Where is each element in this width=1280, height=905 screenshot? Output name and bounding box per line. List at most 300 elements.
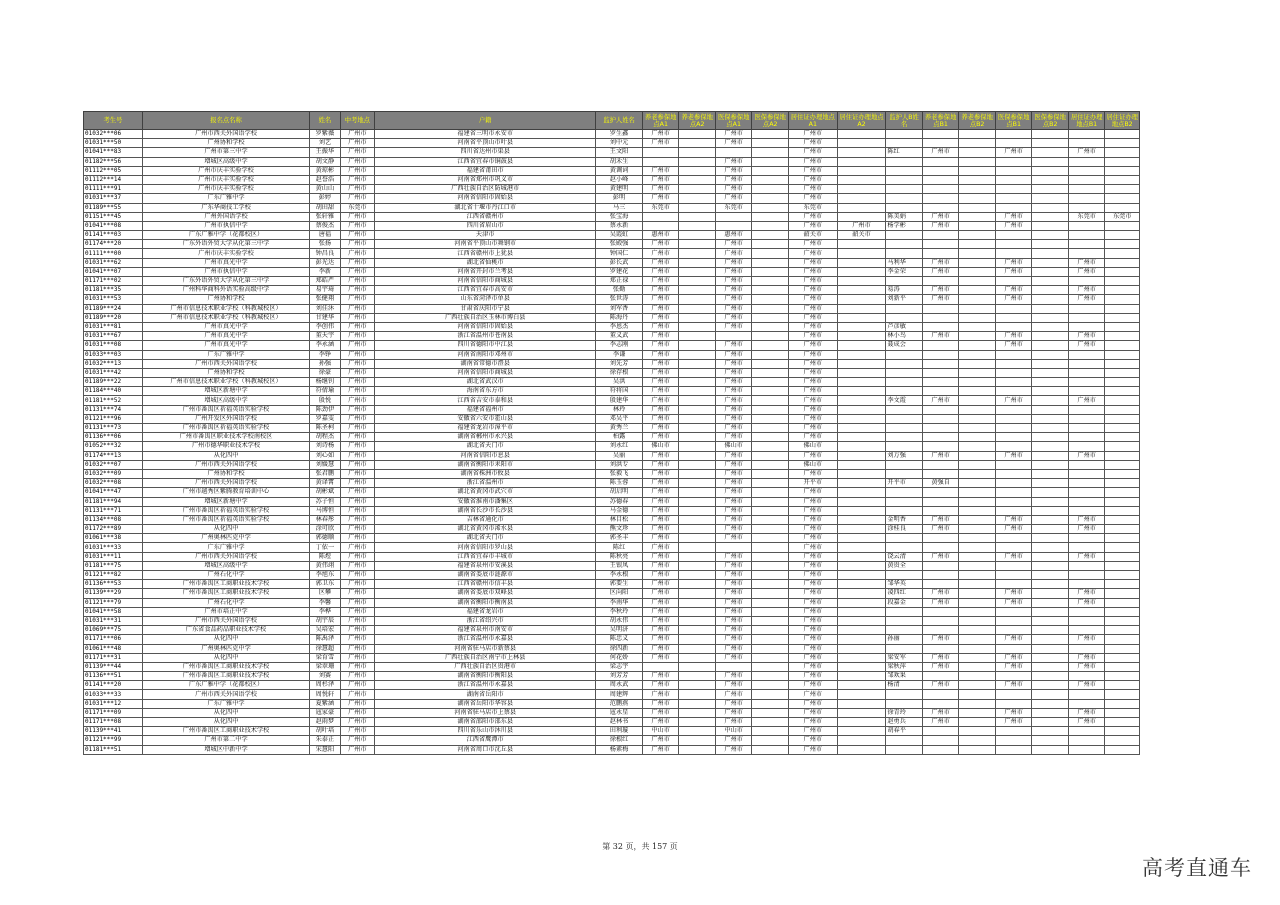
table-cell (752, 616, 789, 625)
table-cell: 开平市 (886, 479, 923, 488)
table-cell: 苏子恒 (310, 497, 340, 506)
table-cell (1032, 469, 1069, 478)
table-row (84, 718, 1140, 727)
table-cell: 李永根 (596, 571, 643, 580)
table-cell: 广州市 (340, 249, 374, 258)
table-cell: 广州市 (788, 672, 837, 681)
table-cell (679, 598, 716, 607)
table-row (84, 368, 1140, 377)
table-cell (1068, 699, 1105, 708)
table-cell (995, 626, 1032, 635)
table-cell: 杨继钊 (310, 378, 340, 387)
table-cell: 苏德春 (596, 497, 643, 506)
table-cell (1105, 433, 1140, 442)
table-cell (1105, 469, 1140, 478)
table-cell: 广州市 (642, 479, 679, 488)
table-cell (995, 157, 1032, 166)
table-cell: 广州市 (642, 451, 679, 460)
table-cell: 广州市庆丰实验学校 (142, 185, 309, 194)
table-cell (1105, 635, 1140, 644)
table-cell: 广州市 (715, 745, 752, 754)
table-row (84, 148, 1140, 157)
table-cell (886, 497, 923, 506)
table-cell (752, 534, 789, 543)
table-cell: 广州市 (788, 304, 837, 313)
column-header: 考生号 (84, 112, 143, 130)
table-cell (995, 561, 1032, 570)
table-cell (1105, 479, 1140, 488)
table-cell: 广州市 (642, 240, 679, 249)
table-cell (679, 249, 716, 258)
table-cell: 马三 (596, 203, 643, 212)
table-cell (1105, 322, 1140, 331)
table-cell: 01189***22 (84, 378, 143, 387)
table-cell: 01112***05 (84, 166, 143, 175)
table-cell (1032, 488, 1069, 497)
table-cell (959, 350, 996, 359)
table-cell (679, 295, 716, 304)
table-cell (1032, 175, 1069, 184)
table-cell: 从化四中 (142, 708, 309, 717)
table-cell: 广西壮族自治区南宁市上林县 (375, 653, 596, 662)
table-cell (837, 525, 886, 534)
table-cell: 广州市 (922, 653, 959, 662)
table-cell: 广州市 (642, 175, 679, 184)
table-cell (679, 231, 716, 240)
table-cell (995, 240, 1032, 249)
table-cell: 广州市 (995, 286, 1032, 295)
table-cell: 刘军香 (596, 304, 643, 313)
table-cell (837, 139, 886, 148)
table-row (84, 221, 1140, 230)
table-cell (752, 681, 789, 690)
table-cell: 广州市 (788, 727, 837, 736)
table-cell (679, 515, 716, 524)
table-cell: 郭圣丰 (596, 534, 643, 543)
table-cell: 01184***40 (84, 387, 143, 396)
table-cell (752, 607, 789, 616)
table-cell: 广州市 (1068, 267, 1105, 276)
table-cell (837, 589, 886, 598)
table-cell: 刘心如 (310, 451, 340, 460)
table-cell: 广州市 (340, 681, 374, 690)
table-cell (995, 304, 1032, 313)
table-cell (1105, 130, 1140, 139)
table-cell (1032, 635, 1069, 644)
table-cell: 福建省龙岩市 (375, 607, 596, 616)
table-cell (752, 708, 789, 717)
table-cell: 01151***45 (84, 212, 143, 221)
table-cell (1032, 405, 1069, 414)
table-cell: 福建省三明市永安市 (375, 130, 596, 139)
table-cell (922, 175, 959, 184)
table-cell: 01032***09 (84, 469, 143, 478)
table-cell (995, 277, 1032, 286)
table-cell (886, 433, 923, 442)
table-cell: 01032***13 (84, 359, 143, 368)
table-cell: 广州市 (340, 322, 374, 331)
column-header: 监护人姓名 (596, 112, 643, 130)
table-cell: 广州市 (340, 552, 374, 561)
table-cell: 河南省信阳市罗山县 (375, 543, 596, 552)
table-cell (886, 424, 923, 433)
table-cell: 李铮 (310, 350, 340, 359)
table-cell: 广州市 (788, 561, 837, 570)
table-cell (679, 488, 716, 497)
table-cell: 河南省周口市沈丘县 (375, 745, 596, 754)
table-cell (995, 460, 1032, 469)
table-cell (1032, 525, 1069, 534)
table-cell (959, 368, 996, 377)
table-cell (679, 332, 716, 341)
table-cell (1032, 286, 1069, 295)
table-cell (995, 249, 1032, 258)
table-cell (752, 580, 789, 589)
table-row (84, 479, 1140, 488)
table-cell: 广州市 (340, 580, 374, 589)
table-cell: 黄译霄 (310, 479, 340, 488)
table-cell (1105, 359, 1140, 368)
table-cell (959, 488, 996, 497)
table-cell (752, 571, 789, 580)
table-cell (922, 157, 959, 166)
table-cell (837, 277, 886, 286)
table-cell: 广州市 (642, 515, 679, 524)
table-cell: 广州市 (788, 221, 837, 230)
table-cell (752, 157, 789, 166)
table-cell (752, 175, 789, 184)
table-cell: 广州市 (788, 175, 837, 184)
table-cell: 湖北省天门市 (375, 442, 596, 451)
table-cell (1105, 626, 1140, 635)
table-cell: 广东外语外贸大学从化第三中学 (142, 277, 309, 286)
table-cell: 易宇琦 (310, 286, 340, 295)
table-cell: 湖南省娄底市双峰县 (375, 589, 596, 598)
table-cell (886, 313, 923, 322)
table-cell: 01189***24 (84, 304, 143, 313)
table-cell: 河南省信阳市商城县 (375, 368, 596, 377)
table-cell (1105, 166, 1140, 175)
table-cell: 广州市 (715, 451, 752, 460)
table-cell: 广州市 (922, 451, 959, 460)
table-cell (922, 231, 959, 240)
table-cell (837, 616, 886, 625)
table-cell (1032, 378, 1069, 387)
table-cell: 广州市 (788, 295, 837, 304)
table-cell (959, 681, 996, 690)
table-cell: 广州市 (340, 267, 374, 276)
table-cell: 湖北省黄冈市武穴市 (375, 488, 596, 497)
table-cell (995, 175, 1032, 184)
table-cell: 广州市 (715, 350, 752, 359)
table-cell: 江西省吉安市泰和县 (375, 396, 596, 405)
table-cell: 广州市 (922, 295, 959, 304)
table-cell: 湖南省郴州市永兴县 (375, 433, 596, 442)
table-cell: 广州市 (642, 322, 679, 331)
table-cell (837, 130, 886, 139)
table-cell (886, 350, 923, 359)
table-cell: 01171***02 (84, 277, 143, 286)
table-cell: 张健翔 (310, 295, 340, 304)
table-cell (1068, 543, 1105, 552)
table-cell: 广州市 (788, 194, 837, 203)
table-cell: 广州市 (340, 424, 374, 433)
table-cell: 广州市 (715, 644, 752, 653)
table-cell: 广州市 (340, 286, 374, 295)
table-cell (679, 359, 716, 368)
table-cell (752, 194, 789, 203)
table-cell: 广州市 (715, 249, 752, 258)
table-cell (679, 387, 716, 396)
table-cell (995, 736, 1032, 745)
table-cell (959, 267, 996, 276)
table-cell: 广州市 (788, 185, 837, 194)
table-cell: 广州市 (995, 295, 1032, 304)
table-row (84, 460, 1140, 469)
table-cell: 广州市 (788, 396, 837, 405)
table-cell: 河南省信阳市固始县 (375, 194, 596, 203)
table-cell (1068, 580, 1105, 589)
table-cell: 黄琼彬 (310, 166, 340, 175)
table-cell: 广州市 (642, 332, 679, 341)
table-cell: 广州市 (340, 368, 374, 377)
table-row (84, 607, 1140, 616)
table-cell (837, 442, 886, 451)
table-cell (1105, 231, 1140, 240)
table-cell (837, 148, 886, 157)
table-cell: 广州市 (995, 451, 1032, 460)
table-cell: 增城区新塘中学 (142, 387, 309, 396)
table-cell (1068, 249, 1105, 258)
table-row (84, 515, 1140, 524)
table-cell: 广州市 (642, 488, 679, 497)
table-cell (922, 534, 959, 543)
table-cell: 01121***79 (84, 598, 143, 607)
table-cell (959, 672, 996, 681)
table-cell: 广州市 (922, 515, 959, 524)
table-cell (886, 240, 923, 249)
table-cell: 广州市 (642, 304, 679, 313)
table-cell: 广州市 (788, 644, 837, 653)
table-cell: 广州市 (340, 157, 374, 166)
table-cell: 广州市 (995, 332, 1032, 341)
table-cell (995, 497, 1032, 506)
table-cell (1068, 304, 1105, 313)
table-cell: 广州市 (642, 277, 679, 286)
table-cell (1032, 258, 1069, 267)
table-cell: 广州市第三中学 (142, 148, 309, 157)
table-cell (679, 221, 716, 230)
table-cell: 陈圣柯 (310, 424, 340, 433)
table-cell: 广州市 (340, 699, 374, 708)
table-cell: 李旭东 (310, 571, 340, 580)
table-cell: 广州市 (788, 718, 837, 727)
table-cell: 赵勇兵 (886, 718, 923, 727)
table-cell: 周永武 (596, 681, 643, 690)
table-cell (922, 304, 959, 313)
table-cell: 广州市 (642, 672, 679, 681)
table-cell: 丁依一 (310, 543, 340, 552)
table-cell: 广州市 (788, 157, 837, 166)
table-cell: 01031***33 (84, 543, 143, 552)
table-cell (1068, 185, 1105, 194)
table-cell: 广州市 (715, 460, 752, 469)
table-cell: 广州市 (340, 332, 374, 341)
table-row (84, 350, 1140, 359)
table-cell (922, 414, 959, 423)
table-cell: 广州市 (715, 571, 752, 580)
table-cell: 广州市 (715, 322, 752, 331)
table-cell: 01121***99 (84, 736, 143, 745)
table-cell (959, 718, 996, 727)
table-cell (1105, 571, 1140, 580)
table-cell (752, 286, 789, 295)
table-cell: 广州市 (922, 662, 959, 671)
table-cell: 罗建花 (596, 267, 643, 276)
table-cell: 01031***67 (84, 332, 143, 341)
table-row (84, 322, 1140, 331)
table-cell (959, 479, 996, 488)
table-cell: 陈忠义 (596, 635, 643, 644)
table-cell: 徐豪 (310, 368, 340, 377)
table-cell: 胡春平 (886, 727, 923, 736)
table-cell (837, 718, 886, 727)
table-cell: 杨清 (886, 681, 923, 690)
table-cell (995, 185, 1032, 194)
table-cell (922, 185, 959, 194)
table-cell (752, 378, 789, 387)
table-cell: 广州市 (1068, 451, 1105, 460)
table-cell (642, 148, 679, 157)
table-cell: 01181***35 (84, 286, 143, 295)
table-cell: 区攀 (310, 589, 340, 598)
table-cell: 湖北省武汉市 (375, 378, 596, 387)
table-cell: 李永涵 (310, 341, 340, 350)
table-cell (837, 203, 886, 212)
table-cell: 梁育雪 (310, 653, 340, 662)
table-cell (1105, 525, 1140, 534)
table-cell (1032, 626, 1069, 635)
table-cell (679, 616, 716, 625)
table-cell (752, 561, 789, 570)
table-cell (679, 662, 716, 671)
table-cell: 广州市 (642, 736, 679, 745)
table-cell: 广州市 (715, 433, 752, 442)
table-cell: 吴丽 (596, 451, 643, 460)
table-cell (752, 350, 789, 359)
table-cell: 01111***00 (84, 249, 143, 258)
table-cell: 广州市 (340, 433, 374, 442)
table-cell: 四川省眉山市 (375, 221, 596, 230)
table-cell (642, 221, 679, 230)
table-cell (837, 368, 886, 377)
table-cell: 01121***96 (84, 414, 143, 423)
table-cell (837, 580, 886, 589)
table-cell: 广州市 (788, 745, 837, 754)
table-cell: 广州市 (995, 221, 1032, 230)
table-cell: 邹欢果 (886, 672, 923, 681)
table-cell: 广州市 (340, 672, 374, 681)
table-cell (995, 469, 1032, 478)
table-cell: 广州市 (642, 681, 679, 690)
table-cell (1032, 295, 1069, 304)
table-cell: 广州市 (788, 506, 837, 515)
table-cell: 陈玉蓉 (596, 479, 643, 488)
table-cell: 刘媛慧 (310, 460, 340, 469)
table-cell (959, 203, 996, 212)
table-row (84, 249, 1140, 258)
table-cell: 福建省泉州市南安市 (375, 626, 596, 635)
table-cell (1032, 718, 1069, 727)
table-cell: 广州市 (340, 304, 374, 313)
table-cell (752, 469, 789, 478)
table-cell: 广州市 (715, 580, 752, 589)
table-cell: 广州协和学校 (142, 368, 309, 377)
table-cell: 广州开发区外国语学校 (142, 414, 309, 423)
table-cell: 广州市 (1068, 662, 1105, 671)
table-cell (886, 130, 923, 139)
table-cell: 赵小峰 (596, 175, 643, 184)
table-cell: 广州市 (340, 488, 374, 497)
table-cell (837, 258, 886, 267)
table-cell (886, 378, 923, 387)
table-cell (886, 231, 923, 240)
table-cell: 广州市 (715, 387, 752, 396)
table-cell: 广州市 (788, 589, 837, 598)
table-cell (679, 635, 716, 644)
table-cell (1032, 607, 1069, 616)
table-cell: 广州市 (715, 626, 752, 635)
table-cell (752, 359, 789, 368)
table-cell (679, 626, 716, 635)
table-cell: 浙江省温州市苍南县 (375, 332, 596, 341)
table-cell: 广州市番禺区职业技术学校南校区 (142, 433, 309, 442)
table-cell: 01052***32 (84, 442, 143, 451)
table-cell (679, 368, 716, 377)
table-cell (959, 727, 996, 736)
table-cell: 寇家豪 (310, 708, 340, 717)
table-cell: 广州市 (922, 598, 959, 607)
table-cell (1068, 313, 1105, 322)
table-cell (1105, 736, 1140, 745)
table-cell (679, 525, 716, 534)
table-cell (1068, 616, 1105, 625)
table-cell (1068, 350, 1105, 359)
table-cell: 广州市 (642, 194, 679, 203)
table-cell: 徐慧超 (310, 644, 340, 653)
table-cell (995, 368, 1032, 377)
table-cell (1032, 699, 1069, 708)
table-cell: 赵誉浩 (310, 175, 340, 184)
table-cell: 广州市 (788, 249, 837, 258)
table-cell: 广州市 (642, 616, 679, 625)
table-cell (837, 681, 886, 690)
table-cell: 广州市 (642, 249, 679, 258)
table-cell: 广州市 (788, 681, 837, 690)
table-row (84, 497, 1140, 506)
table-cell: 黄秀兰 (596, 424, 643, 433)
table-cell: 徐存根 (596, 368, 643, 377)
table-cell: 林玲 (596, 405, 643, 414)
table-cell: 广州市执信中学 (142, 267, 309, 276)
table-cell (1068, 626, 1105, 635)
table-cell (922, 433, 959, 442)
table-cell (1068, 322, 1105, 331)
table-cell (679, 653, 716, 662)
table-cell (1032, 442, 1069, 451)
table-cell (995, 378, 1032, 387)
table-cell: 福建省莆田市 (375, 166, 596, 175)
